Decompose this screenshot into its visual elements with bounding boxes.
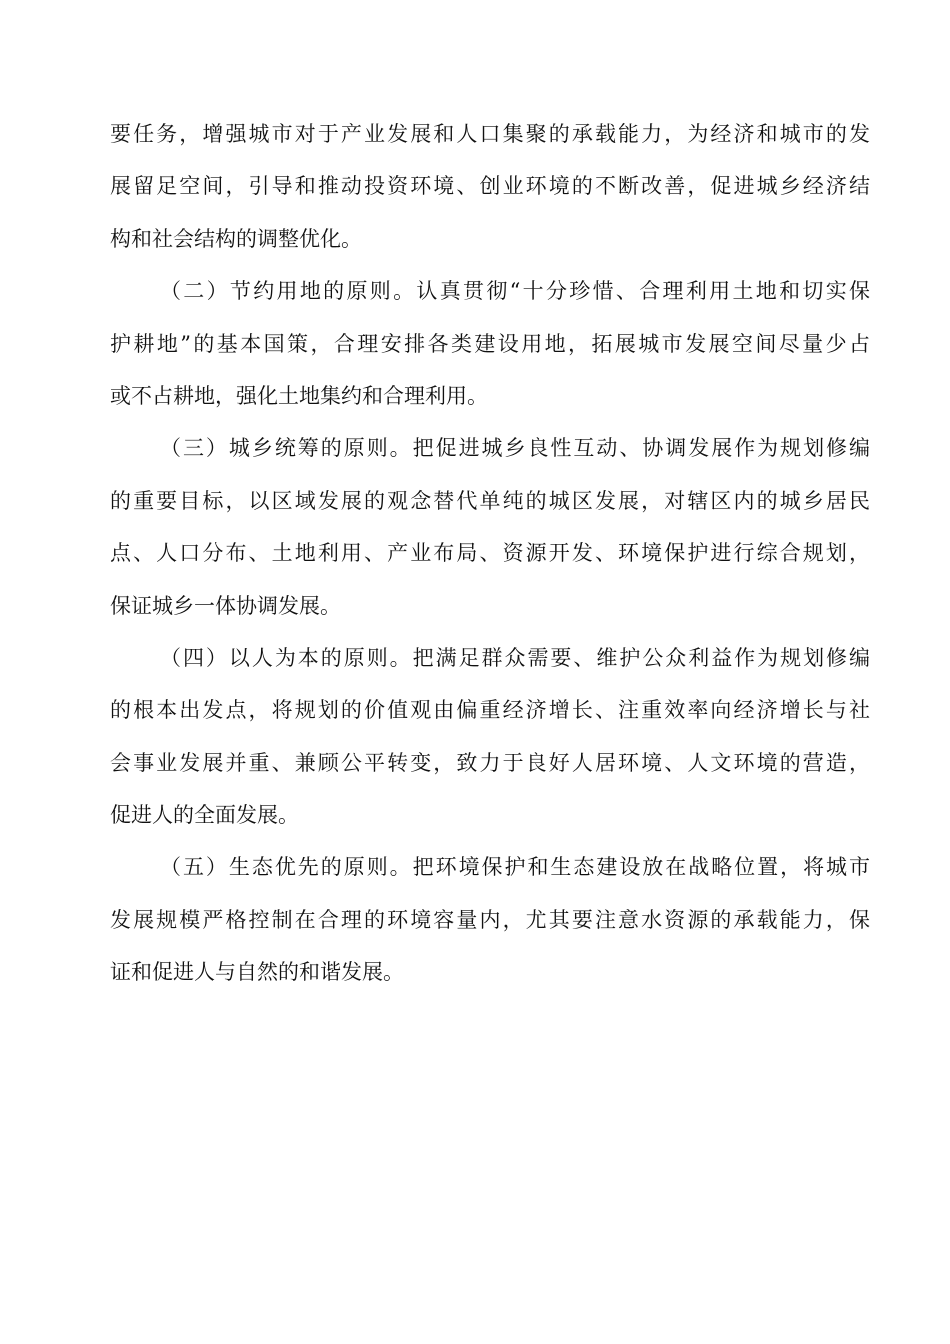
text-line: 点、人口分布、土地利用、产业布局、资源开发、环境保护进行综合规划， [110, 541, 870, 566]
text-line: 构和社会结构的调整优化。 [110, 226, 362, 251]
text-line: 的根本出发点，将规划的价值观由偏重经济增长、注重效率向经济增长与社 [110, 698, 870, 723]
section-heading-line: （四）以人为本的原则。把满足群众需要、维护公众利益作为规划修编 [160, 645, 870, 670]
text-line: 的重要目标，以区域发展的观念替代单纯的城区发展，对辖区内的城乡居民 [110, 488, 870, 513]
text-line: 促进人的全面发展。 [110, 803, 299, 828]
section-heading-line: （五）生态优先的原则。把环境保护和生态建设放在战略位置，将城市 [160, 855, 870, 880]
section-heading-line: （三）城乡统筹的原则。把促进城乡良性互动、协调发展作为规划修编 [160, 436, 870, 461]
text-line: 展留足空间，引导和推动投资环境、创业环境的不断改善，促进城乡经济结 [110, 174, 870, 199]
section-heading-line: （二）节约用地的原则。认真贯彻“十分珍惜、合理利用土地和切实保 [160, 279, 870, 304]
text-line: 要任务，增强城市对于产业发展和人口集聚的承载能力，为经济和城市的发 [110, 122, 870, 146]
text-line: 或不占耕地，强化土地集约和合理利用。 [110, 383, 488, 408]
text-line: 证和促进人与自然的和谐发展。 [110, 960, 404, 985]
document-body [110, 108, 870, 999]
text-line: 会事业发展并重、兼顾公平转变，致力于良好人居环境、人文环境的营造， [110, 750, 870, 775]
text-line: 保证城乡一体协调发展。 [110, 593, 341, 618]
text-line: 发展规模严格控制在合理的环境容量内，尤其要注意水资源的承载能力，保 [110, 907, 870, 932]
text-line: 护耕地”的基本国策，合理安排各类建设用地，拓展城市发展空间尽量少占 [110, 331, 870, 356]
